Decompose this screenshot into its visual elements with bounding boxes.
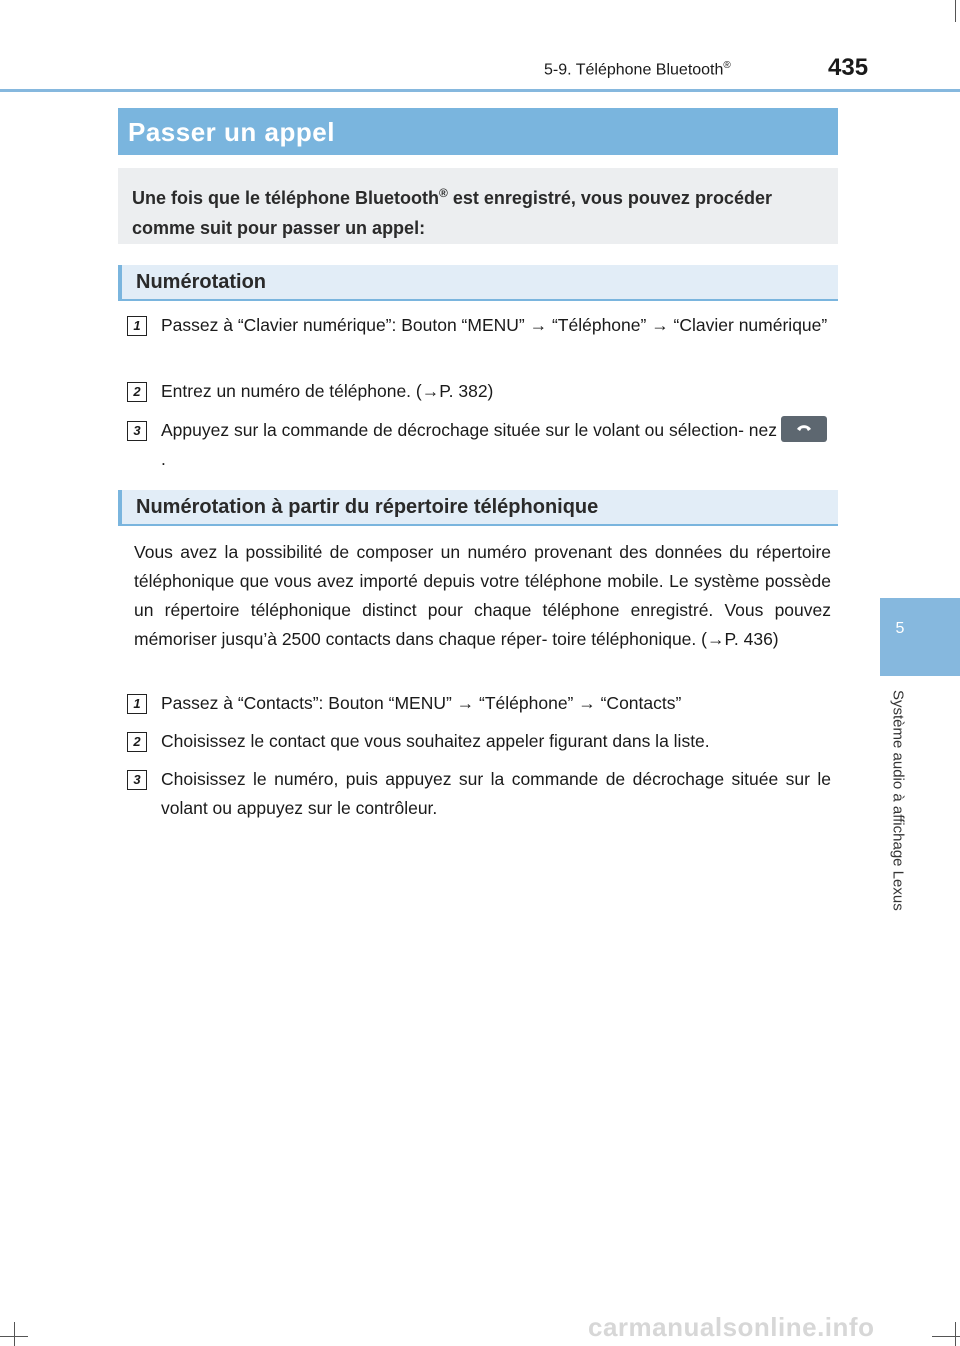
phone-button-illustration — [781, 416, 827, 442]
header-rule — [0, 89, 960, 92]
intro-text — [132, 178, 832, 243]
section-heading-repertoire — [118, 490, 838, 526]
step-text-part: Appuyez sur la commande de décrochage située sur le volant ou sélection- nez — [161, 420, 777, 440]
registered-mark: ® — [723, 60, 731, 71]
step-text: Entrez un numéro de téléphone. (→P. 382) — [161, 381, 494, 401]
step-text: Passez à “Clavier numérique”: Bouton “MENU” → “Téléphone” → “Clavier numérique” — [161, 315, 828, 335]
chapter-side-title-text: Système audio à affichage Lexus — [889, 690, 907, 911]
step-number: 3 — [127, 770, 147, 790]
step-text: Passez à “Contacts”: Bouton “MENU” → “Téléphone” → “Contacts” — [161, 693, 682, 713]
crop-mark — [955, 0, 956, 22]
step-number: 1 — [127, 316, 147, 336]
step-text — [161, 416, 831, 474]
section-heading-numerotation — [118, 265, 838, 301]
watermark: carmanualsonline.info — [588, 1312, 875, 1342]
crop-mark — [14, 1322, 15, 1346]
chapter-side-title — [884, 690, 912, 940]
section-paragraph: Vous avez la possibilité de composer un numéro provenant des données du répertoire téléphonique que vous avez importé depuis votre téléphone mobile. Le système possède un répertoire téléphonique distinct pour chaque téléphone enregistré. Vous pouvez mémoriser jusqu’à 2500 contacts dans chaque réper- toire téléphonique. (→P. 436) — [134, 542, 831, 649]
step-text: Choisissez le numéro, puis appuyez sur la commande de décrochage située sur le volant ou appuyez sur le contrôleur. — [161, 769, 831, 818]
step-number: 3 — [127, 421, 147, 441]
step-number: 1 — [127, 694, 147, 714]
phone-handset-icon — [796, 423, 812, 433]
step-text: Choisissez le contact que vous souhaitez appeler figurant dans la liste. — [161, 731, 710, 751]
chapter-tab-number: 5 — [895, 620, 905, 637]
chapter-title: 5-9. Téléphone Bluetooth — [544, 61, 724, 79]
section-title: Numérotation — [136, 271, 266, 293]
registered-mark: ® — [439, 186, 448, 200]
intro-box — [118, 168, 838, 244]
step-text-part: . — [161, 449, 166, 469]
section-title: Numérotation à partir du répertoire téléphonique — [136, 496, 599, 518]
main-heading-bar — [118, 108, 838, 155]
chapter-header — [544, 60, 731, 79]
intro-text-part1: Une fois que le téléphone Bluetooth — [132, 188, 440, 208]
page-number: 435 — [828, 54, 869, 81]
step-number: 2 — [127, 732, 147, 752]
intro-text-part2: est enregistré, vous pouvez procéder comme suit pour passer un appel: — [132, 188, 772, 238]
step-number: 2 — [127, 382, 147, 402]
crop-mark — [955, 1322, 956, 1346]
main-heading: Passer un appel — [128, 117, 335, 147]
